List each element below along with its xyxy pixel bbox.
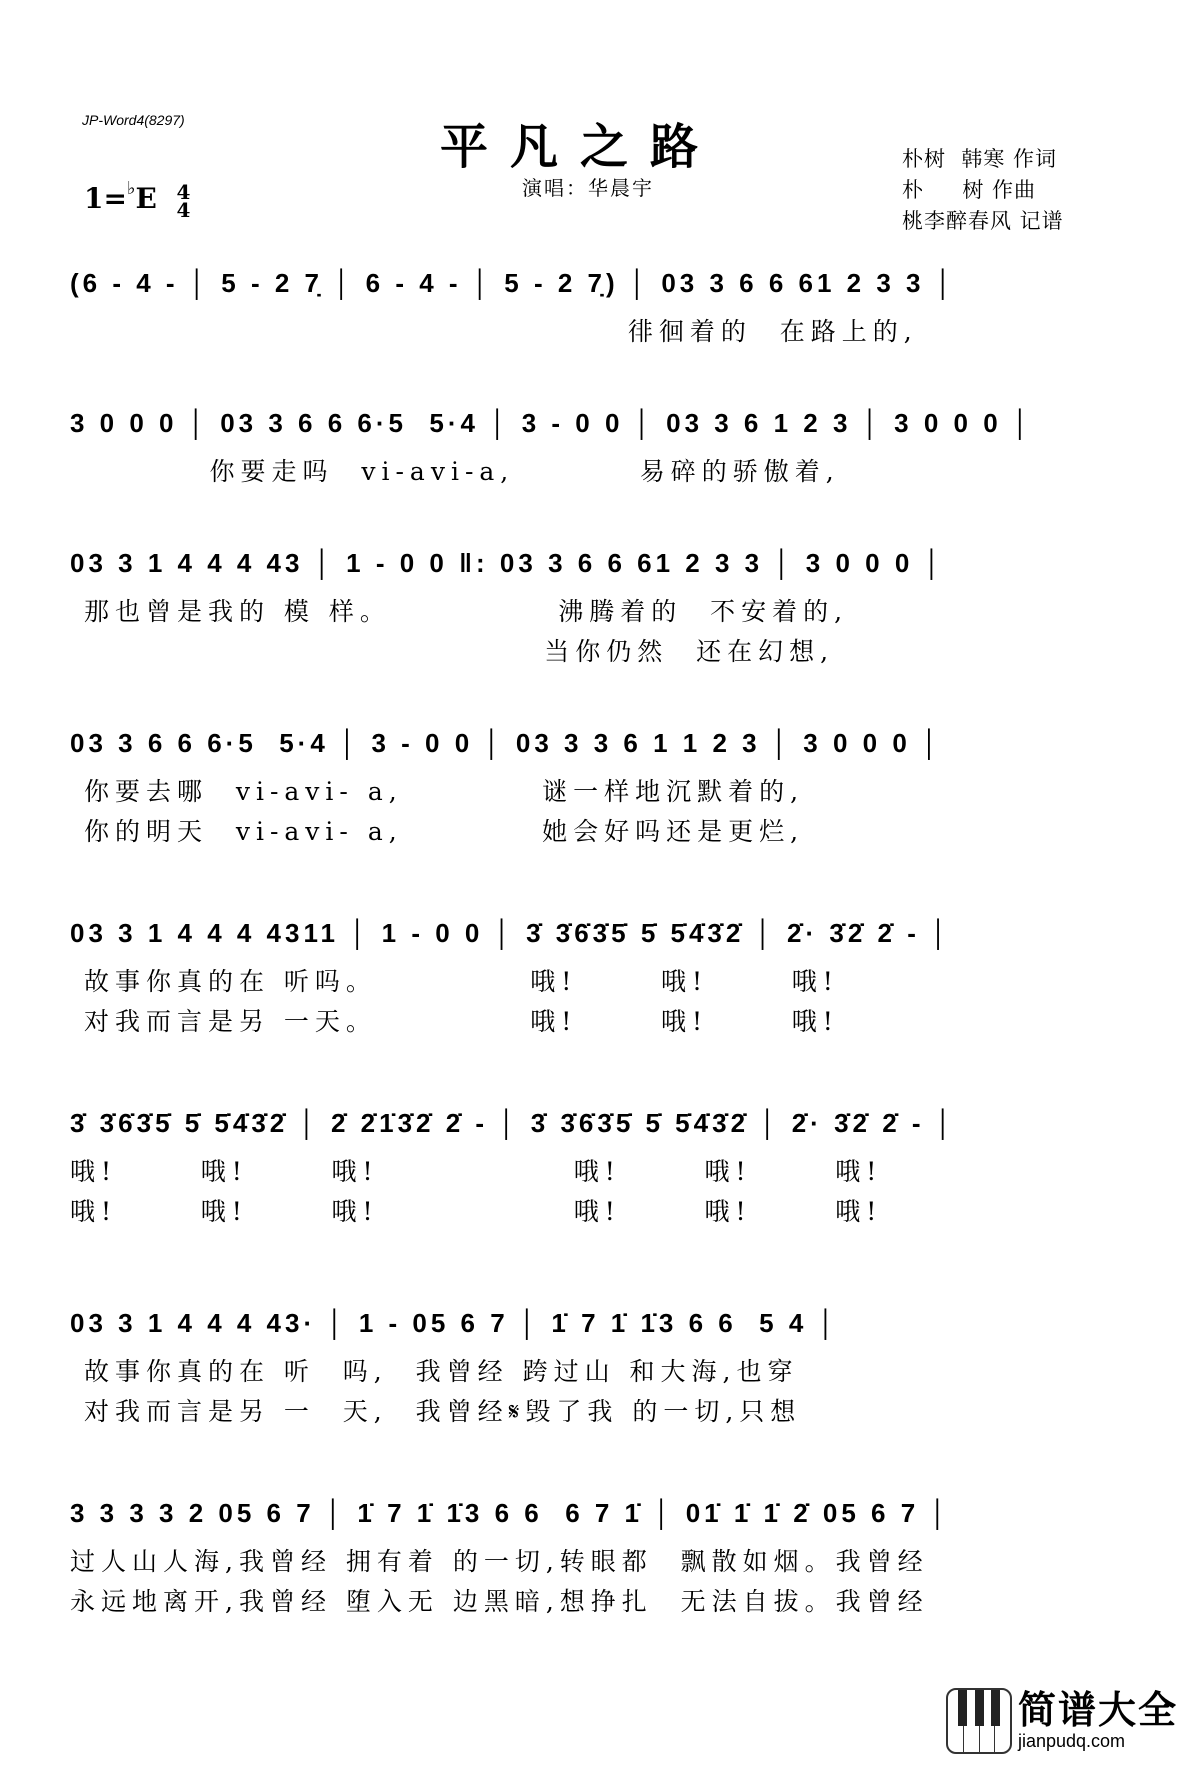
staff-line-8	[70, 1498, 1115, 1618]
staff-line-5	[70, 918, 1115, 1038]
staff-line-1	[70, 268, 1115, 348]
lyric-verse-1: 那也曾是我的 模 样。 沸腾着的 不安着的,	[70, 597, 849, 626]
notation: 03 3 1 4 4 4 4311 │ 1 - 0 0 │ 3̇ 3̇6̇3̇5̇ 5̇ 5̇4̇3̇2̇ │ 2̇· 3̇2̇ 2̇ - │	[70, 918, 952, 948]
lyric-verse-2: 当你仍然 还在幻想,	[70, 637, 835, 666]
lyric-verse-1: 你要去哪 vi-avi- a, 谜一样地沉默着的,	[70, 777, 805, 806]
notation: 3 3 3 3 2 05 6 7 │ 1̇ 7 1̇ 1̇3 6 6 6 7 1̇ │ 01̇ 1̇ 1̇ 2̇ 05 6 7 │	[70, 1498, 951, 1528]
time-signature	[176, 179, 191, 222]
lyric-verse-1: 徘徊着的 在路上的,	[70, 317, 918, 346]
song-title: 平凡之路	[440, 119, 721, 175]
notation: 3̇ 3̇6̇3̇5̇ 5̇ 5̇4̇3̇2̇ │ 2̇ 2̇1̇3̇2̇ 2̇ - │ 3̇ 3̇6̇3̇5̇ 5̇ 5̇4̇3̇2̇ │ 2̇· 3̇2̇ 2̇ - │	[70, 1108, 957, 1138]
staff-line-7	[70, 1308, 1115, 1428]
staff-line-4	[70, 728, 1115, 848]
software-label: JP-Word4(8297)	[82, 112, 185, 128]
lyric-verse-1: 故事你真的在 听吗。 哦! 哦! 哦!	[70, 967, 839, 996]
composer: 朴 树 作曲	[902, 178, 1037, 202]
notation: 03 3 1 4 4 4 43 │ 1 - 0 0 ‖: 03 3 6 6 61 2 3 3 │ 3 0 0 0 │	[70, 548, 945, 578]
lyric-verse-2: 对我而言是另 一天。 哦! 哦! 哦!	[70, 1007, 839, 1036]
key-prefix: 1=	[84, 182, 127, 215]
lyric-verse-1: 故事你真的在 听 吗, 我曾经 跨过山 和大海,也穿	[70, 1357, 799, 1386]
notation: 03 3 6 6 6·5 5·4 │ 3 - 0 0 │ 03 3 3 6 1 1 2 3 │ 3 0 0 0 │	[70, 728, 943, 758]
time-bottom: 4	[176, 197, 191, 222]
lyric-verse-2: 永远地离开,我曾经 堕入无 边黑暗,想挣扎 无法自拔。我曾经	[70, 1587, 929, 1616]
lyric-verse-2: 对我而言是另 一 天, 我曾经𝄋毁了我 的一切,只想	[70, 1397, 802, 1426]
singer-label: 演唱：华晨宇	[522, 176, 654, 200]
notation: 3 0 0 0 │ 03 3 6 6 6·5 5·4 │ 3 - 0 0 │ 03 3 6 1 2 3 │ 3 0 0 0 │	[70, 408, 1034, 438]
lyric-verse-1: 过人山人海,我曾经 拥有着 的一切,转眼都 飘散如烟。我曾经	[70, 1547, 929, 1576]
logo-name: 简谱大全	[1017, 1690, 1178, 1732]
credits	[902, 144, 1064, 237]
staff-line-6	[70, 1108, 1115, 1228]
logo-url: jianpudq.com	[1017, 1731, 1126, 1751]
lyric-verse-2: 哦! 哦! 哦! 哦! 哦! 哦!	[70, 1197, 883, 1226]
key-note: E	[135, 182, 157, 215]
staff-line-2	[70, 408, 1115, 488]
key-signature	[84, 178, 191, 222]
piano-icon	[946, 1688, 1012, 1754]
transcriber: 桃李醉春风 记谱	[902, 209, 1064, 233]
lyric-verse-1: 哦! 哦! 哦! 哦! 哦! 哦!	[70, 1157, 883, 1186]
staff-line-3	[70, 548, 1115, 668]
lyricist: 朴树 韩寒 作词	[902, 147, 1058, 171]
lyric-verse-2: 你的明天 vi-avi- a, 她会好吗还是更烂,	[70, 817, 805, 846]
notation: (6 - 4 - │ 5 - 2 7̣ │ 6 - 4 - │ 5 - 2 7̣) │ 03 3 6 6 61 2 3 3 │	[70, 268, 956, 298]
flat-symbol: ♭	[126, 178, 136, 199]
lyric-verse-1: 你要走吗 vi-avi-a, 易碎的骄傲着,	[70, 457, 840, 486]
time-top: 4	[176, 179, 191, 204]
site-logo[interactable]	[946, 1688, 1178, 1754]
notation: 03 3 1 4 4 4 43· │ 1 - 05 6 7 │ 1̇ 7 1̇ 1̇3 6 6 5 4 │	[70, 1308, 839, 1338]
